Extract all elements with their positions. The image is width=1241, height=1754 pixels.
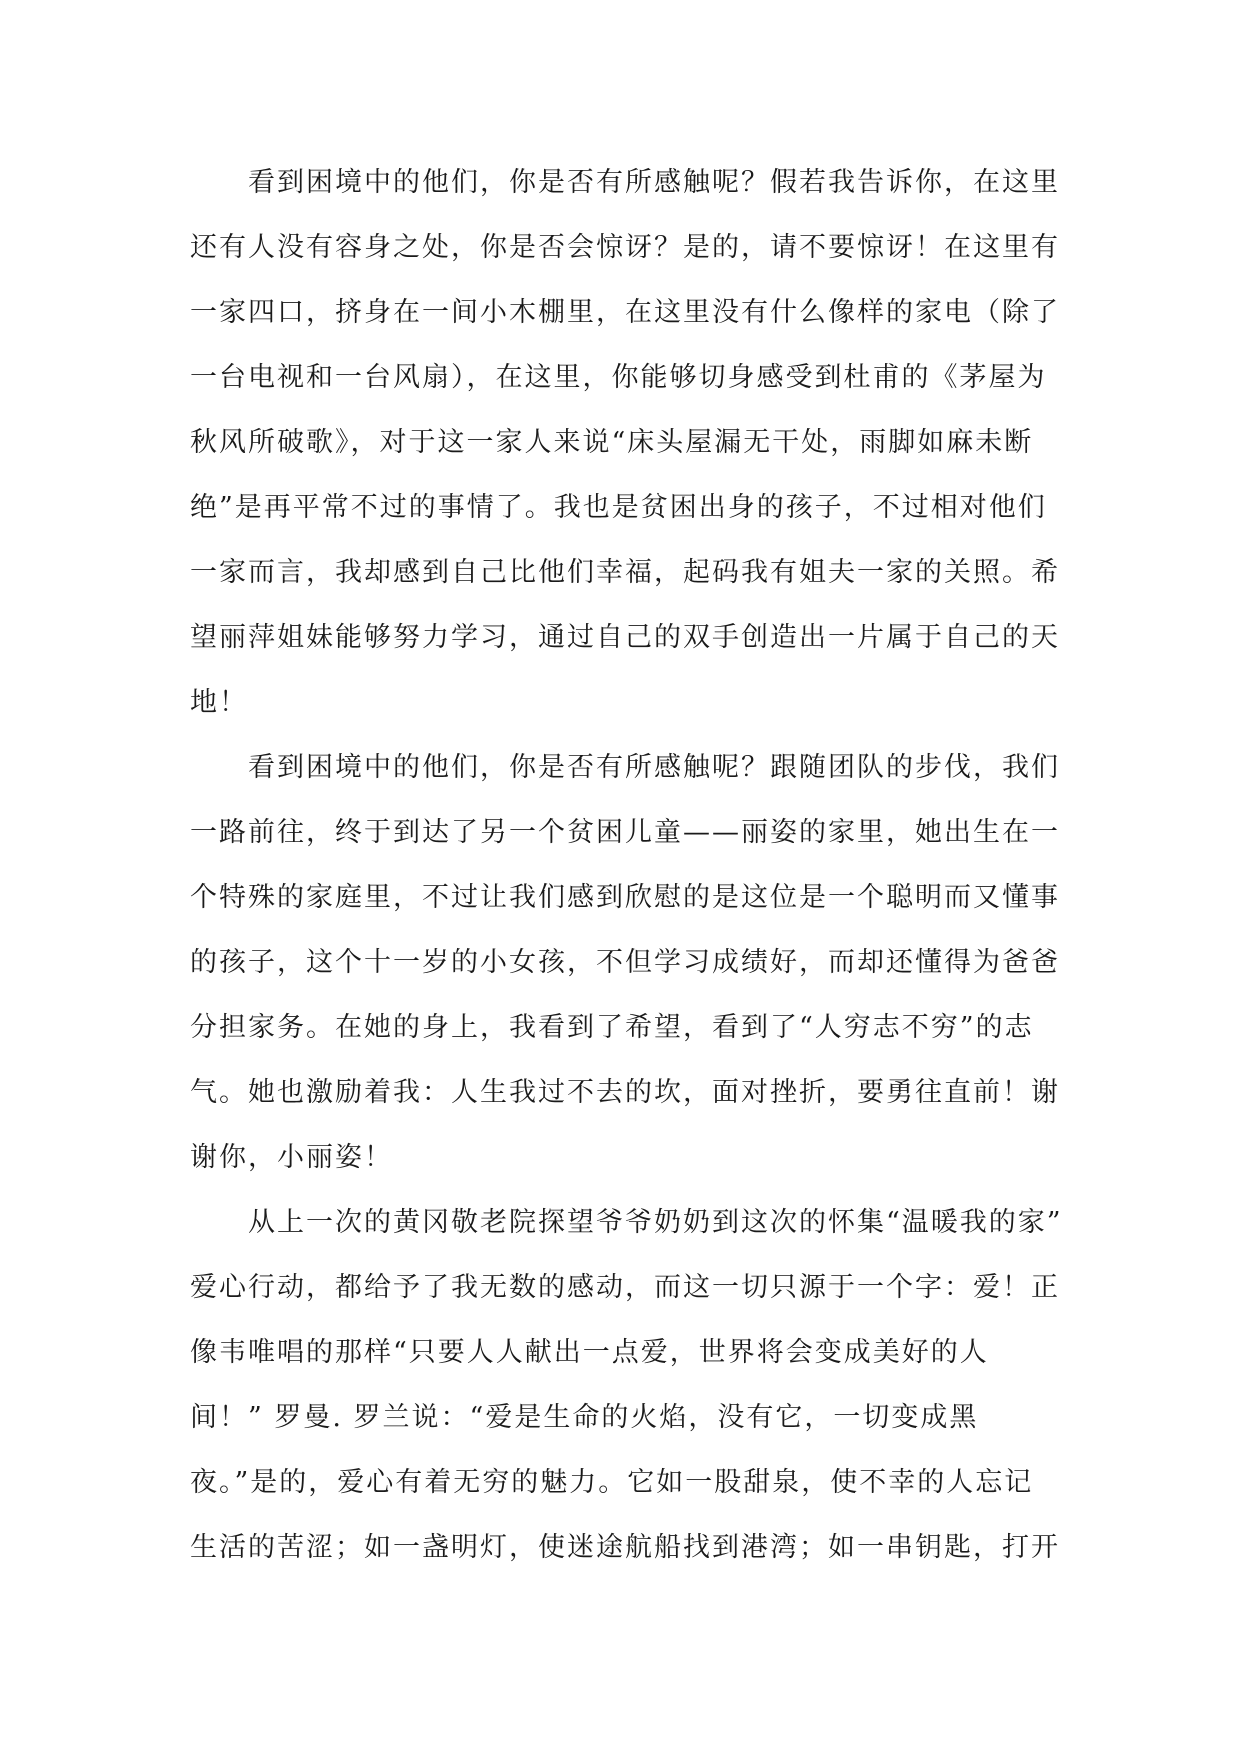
paragraph-3-line-2: 爱心行动，都给予了我无数的感动，而这一切只源于一个字：爱！正 [190,1272,1060,1303]
paragraph-2-line-2: 一路前往，终于到达了另一个贫困儿童——丽姿的家里，她出生在一 [190,817,1060,848]
paragraph-1-line-3: 一家四口，挤身在一间小木棚里，在这里没有什么像样的家电（除了 [190,297,1060,328]
paragraph-3-line-5: 夜。”是的，爱心有着无穷的魅力。它如一股甜泉，使不幸的人忘记 [190,1467,1034,1498]
paragraph-1-line-8: 望丽萍姐妹能够努力学习，通过自己的双手创造出一片属于自己的天 [190,622,1060,653]
paragraph-1-line-6: 绝”是再平常不过的事情了。我也是贫困出身的孩子，不过相对他们 [190,492,1047,523]
paragraph-1-line-1: 看到困境中的他们，你是否有所感触呢？假若我告诉你，在这里 [248,167,1060,198]
paragraph-1-line-9: 地！ [190,687,248,718]
document-body [190,150,1070,1580]
paragraph-2-line-7: 谢你，小丽姿！ [190,1142,393,1173]
paragraph-2-line-1: 看到困境中的他们，你是否有所感触呢？跟随团队的步伐，我们 [248,752,1060,783]
paragraph-3-line-6: 生活的苦涩；如一盏明灯，使迷途航船找到港湾；如一串钥匙，打开 [190,1532,1060,1563]
paragraph-1-line-2: 还有人没有容身之处，你是否会惊讶？是的，请不要惊讶！在这里有 [190,232,1060,263]
paragraph-3-line-1: 从上一次的黄冈敬老院探望爷爷奶奶到这次的怀集“温暖我的家” [248,1207,1063,1238]
paragraph-1-line-4: 一台电视和一台风扇），在这里，你能够切身感受到杜甫的《茅屋为 [190,362,1047,393]
paragraph-3-line-4: 间！” 罗曼. 罗兰说：“爱是生命的火焰，没有它，一切变成黑 [190,1402,979,1433]
paragraph-2-line-4: 的孩子，这个十一岁的小女孩，不但学习成绩好，而却还懂得为爸爸 [190,947,1060,978]
paragraph-2-line-6: 气。她也激励着我：人生我过不去的坎，面对挫折，要勇往直前！谢 [190,1077,1060,1108]
paragraph-2-line-5: 分担家务。在她的身上，我看到了希望，看到了“人穷志不穷”的志 [190,1012,1034,1043]
paragraph-1-line-5: 秋风所破歌》，对于这一家人来说“床头屋漏无干处，雨脚如麻未断 [190,427,1034,458]
paragraph-2-line-3: 个特殊的家庭里，不过让我们感到欣慰的是这位是一个聪明而又懂事 [190,882,1060,913]
paragraph-3-line-3: 像韦唯唱的那样“只要人人献出一点爱，世界将会变成美好的人 [190,1337,989,1368]
paragraph-1-line-7: 一家而言，我却感到自己比他们幸福，起码我有姐夫一家的关照。希 [190,557,1060,588]
